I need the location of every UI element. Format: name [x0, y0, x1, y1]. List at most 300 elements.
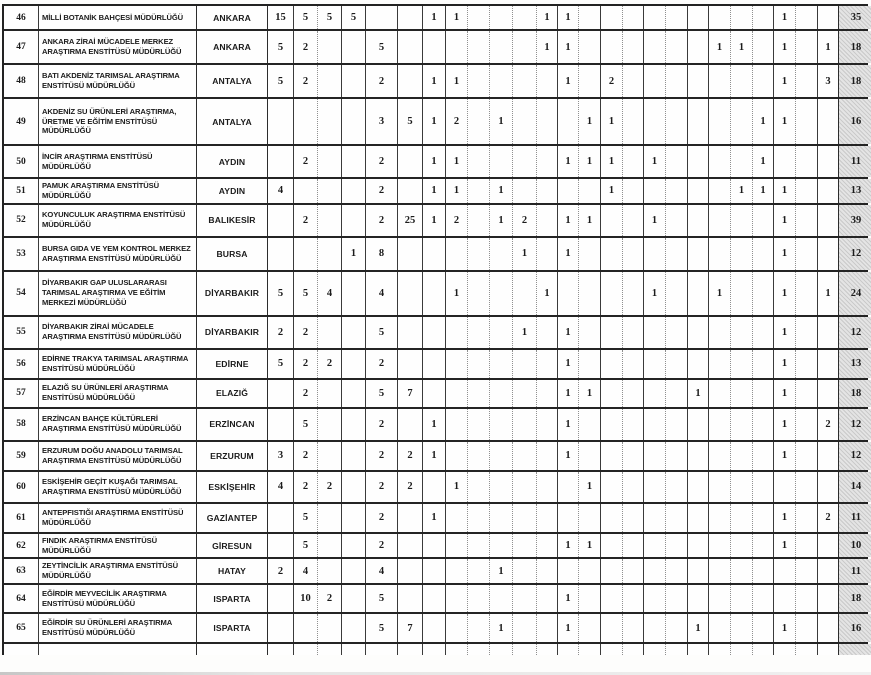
value-cell-c16: [622, 559, 643, 583]
value-cell-c15: [600, 472, 622, 502]
partial-bottom-row: [4, 644, 866, 655]
value-cell-c16: [622, 31, 643, 63]
value-cell-c17: [643, 472, 665, 502]
row-number: 62: [16, 540, 26, 551]
value-cell-c5: 2: [365, 534, 397, 558]
table-row: [4, 614, 866, 644]
value-cell-c1: 15: [267, 6, 293, 29]
value-cell-c12: [536, 350, 557, 378]
value-cell-c23: 1: [773, 179, 795, 203]
value-cell-c3: [317, 380, 341, 407]
value-cell-c7: 1: [422, 146, 445, 177]
value-cell-c24: [795, 442, 817, 470]
row-total: 12: [838, 238, 871, 270]
value-cell-c16: [622, 380, 643, 407]
value-cell-c25: [817, 146, 838, 177]
value-cell-c19: [687, 6, 708, 29]
value-cell-c12: 1: [536, 31, 557, 63]
value-cell-c23: 1: [773, 65, 795, 97]
value-cell-c8: 1: [445, 146, 467, 177]
value-cell-c12: [536, 205, 557, 236]
value-cell-c6: [397, 534, 422, 558]
value-cell-c1: [267, 380, 293, 407]
value-cell-c16: [622, 146, 643, 177]
value-cell-c10: [489, 272, 512, 315]
value-cell-c15: 1: [600, 146, 622, 177]
value-cell-c11: 1: [512, 238, 536, 270]
value-cell-c5: 5: [365, 614, 397, 642]
value-cell-c5: 2: [365, 65, 397, 97]
value-cell-c5: [365, 6, 397, 29]
value-cell-c25: [817, 99, 838, 144]
value-cell-c16: [622, 179, 643, 203]
value-cell-c8: [445, 31, 467, 63]
value-cell-c1: 2: [267, 317, 293, 348]
row-number: 48: [16, 76, 26, 86]
value-cell-c17: [643, 99, 665, 144]
value-cell-c21: [730, 504, 752, 532]
value-cell-c2: 5: [293, 272, 317, 315]
value-cell-c22: [752, 644, 773, 655]
value-cell-c14: [578, 179, 600, 203]
value-cell-c5: 4: [365, 559, 397, 583]
value-cell-c16: [622, 409, 643, 440]
value-cell-c15: 1: [600, 99, 622, 144]
value-cell-c19: [687, 31, 708, 63]
table-row: [4, 380, 866, 409]
row-number: 58: [16, 419, 26, 430]
value-cell-c18: [665, 146, 687, 177]
value-cell-c9: [467, 504, 489, 532]
value-cell-c19: 1: [687, 380, 708, 407]
value-cell-c11: [512, 644, 536, 655]
value-cell-c22: [752, 205, 773, 236]
value-cell-c9: [467, 409, 489, 440]
value-cell-c7: [422, 559, 445, 583]
value-cell-c6: [397, 65, 422, 97]
value-cell-c24: [795, 65, 817, 97]
institution-name: MİLLİ BOTANİK BAHÇESİ MÜDÜRLÜĞÜ: [38, 6, 196, 29]
table-row: [4, 317, 866, 350]
value-cell-c1: [267, 504, 293, 532]
value-cell-c12: [536, 472, 557, 502]
row-total: 35: [838, 6, 871, 29]
value-cell-c17: 1: [643, 272, 665, 315]
row-total: 10: [838, 534, 871, 558]
value-cell-c10: [489, 644, 512, 655]
value-cell-c9: [467, 31, 489, 63]
value-cell-c11: [512, 99, 536, 144]
value-cell-c18: [665, 31, 687, 63]
value-cell-c16: [622, 534, 643, 558]
value-cell-c14: [578, 238, 600, 270]
value-cell-c8: [445, 504, 467, 532]
value-cell-c20: [708, 559, 730, 583]
value-cell-c4: [341, 179, 365, 203]
value-cell-c19: [687, 442, 708, 470]
value-cell-c20: [708, 65, 730, 97]
value-cell-c5: 2: [365, 472, 397, 502]
row-total: [838, 644, 871, 655]
value-cell-c2: [293, 179, 317, 203]
value-cell-c4: [341, 65, 365, 97]
value-cell-c11: [512, 179, 536, 203]
value-cell-c24: [795, 534, 817, 558]
value-cell-c21: [730, 205, 752, 236]
value-cell-c12: [536, 644, 557, 655]
value-cell-c20: [708, 442, 730, 470]
value-cell-c20: [708, 644, 730, 655]
value-cell-c24: [795, 99, 817, 144]
value-cell-c8: [445, 585, 467, 612]
value-cell-c17: [643, 179, 665, 203]
value-cell-c13: 1: [557, 350, 578, 378]
value-cell-c21: [730, 472, 752, 502]
row-number: 64: [16, 593, 26, 604]
value-cell-c25: [817, 472, 838, 502]
value-cell-c12: [536, 585, 557, 612]
value-cell-c9: [467, 559, 489, 583]
value-cell-c7: 1: [422, 504, 445, 532]
value-cell-c15: [600, 272, 622, 315]
value-cell-c3: 2: [317, 585, 341, 612]
value-cell-c20: [708, 614, 730, 642]
table-row: [4, 350, 866, 380]
value-cell-c7: 1: [422, 205, 445, 236]
value-cell-c7: 1: [422, 65, 445, 97]
value-cell-c4: [341, 534, 365, 558]
value-cell-c13: [557, 99, 578, 144]
value-cell-c20: [708, 380, 730, 407]
value-cell-c8: 1: [445, 472, 467, 502]
value-cell-c6: 2: [397, 442, 422, 470]
value-cell-c11: [512, 559, 536, 583]
value-cell-c16: [622, 238, 643, 270]
city-name: BALIKESİR: [196, 205, 267, 236]
value-cell-c6: 2: [397, 472, 422, 502]
value-cell-c10: [489, 534, 512, 558]
row-number: [4, 644, 38, 655]
value-cell-c23: 1: [773, 534, 795, 558]
value-cell-c19: 1: [687, 614, 708, 642]
row-number: 65: [16, 623, 26, 634]
value-cell-c15: [600, 6, 622, 29]
value-cell-c2: 5: [293, 6, 317, 29]
value-cell-c1: 5: [267, 272, 293, 315]
value-cell-c16: [622, 99, 643, 144]
value-cell-c14: [578, 272, 600, 315]
value-cell-c18: [665, 442, 687, 470]
city-name: [196, 644, 267, 655]
value-cell-c24: [795, 238, 817, 270]
value-cell-c25: [817, 238, 838, 270]
value-cell-c3: [317, 534, 341, 558]
value-cell-c3: [317, 409, 341, 440]
value-cell-c14: [578, 644, 600, 655]
value-cell-c2: 4: [293, 559, 317, 583]
value-cell-c6: [397, 6, 422, 29]
value-cell-c7: [422, 380, 445, 407]
value-cell-c18: [665, 272, 687, 315]
value-cell-c1: 4: [267, 179, 293, 203]
value-cell-c15: [600, 350, 622, 378]
value-cell-c7: [422, 31, 445, 63]
value-cell-c19: [687, 504, 708, 532]
institution-name: BURSA GIDA VE YEM KONTROL MERKEZ ARAŞTIRMA ENSTİTÜSÜ MÜDÜRLÜĞÜ: [38, 238, 196, 270]
value-cell-c6: [397, 31, 422, 63]
value-cell-c3: [317, 65, 341, 97]
value-cell-c2: 5: [293, 409, 317, 440]
value-cell-c21: [730, 99, 752, 144]
value-cell-c4: [341, 272, 365, 315]
value-cell-c11: 2: [512, 205, 536, 236]
value-cell-c8: 1: [445, 6, 467, 29]
city-name: ISPARTA: [196, 585, 267, 612]
value-cell-c21: [730, 614, 752, 642]
value-cell-c1: [267, 585, 293, 612]
value-cell-c18: [665, 472, 687, 502]
city-name: DİYARBAKIR: [196, 272, 267, 315]
value-cell-c7: [422, 238, 445, 270]
value-cell-c4: [341, 559, 365, 583]
value-cell-c25: [817, 614, 838, 642]
value-cell-c5: 2: [365, 179, 397, 203]
value-cell-c23: [773, 472, 795, 502]
value-cell-c23: 1: [773, 442, 795, 470]
value-cell-c21: [730, 585, 752, 612]
value-cell-c8: 2: [445, 99, 467, 144]
value-cell-c13: [557, 272, 578, 315]
value-cell-c21: [730, 534, 752, 558]
value-cell-c4: 5: [341, 6, 365, 29]
value-cell-c9: [467, 205, 489, 236]
value-cell-c17: [643, 614, 665, 642]
value-cell-c8: [445, 409, 467, 440]
value-cell-c19: [687, 644, 708, 655]
row-total: 11: [838, 559, 871, 583]
row-total: 18: [838, 585, 871, 612]
value-cell-c19: [687, 559, 708, 583]
value-cell-c22: [752, 272, 773, 315]
value-cell-c3: [317, 504, 341, 532]
value-cell-c24: [795, 409, 817, 440]
value-cell-c15: [600, 380, 622, 407]
value-cell-c22: [752, 559, 773, 583]
value-cell-c2: 2: [293, 380, 317, 407]
value-cell-c17: [643, 65, 665, 97]
value-cell-c18: [665, 409, 687, 440]
row-number: 53: [16, 248, 26, 259]
value-cell-c18: [665, 6, 687, 29]
value-cell-c1: 5: [267, 31, 293, 63]
table-row: [4, 205, 866, 238]
value-cell-c14: [578, 409, 600, 440]
value-cell-c3: [317, 146, 341, 177]
table-row: [4, 442, 866, 472]
row-total: 11: [838, 504, 871, 532]
value-cell-c9: [467, 146, 489, 177]
value-cell-c20: [708, 504, 730, 532]
value-cell-c18: [665, 534, 687, 558]
value-cell-c7: [422, 350, 445, 378]
value-cell-c18: [665, 317, 687, 348]
value-cell-c8: 2: [445, 205, 467, 236]
value-cell-c11: [512, 65, 536, 97]
value-cell-c20: 1: [708, 31, 730, 63]
value-cell-c22: 1: [752, 99, 773, 144]
value-cell-c20: [708, 350, 730, 378]
value-cell-c25: [817, 585, 838, 612]
row-total: 16: [838, 99, 871, 144]
value-cell-c2: [293, 99, 317, 144]
value-cell-c23: [773, 559, 795, 583]
institution-name: EĞİRDİR MEYVECİLİK ARAŞTIRMA ENSTİTÜSÜ MÜDÜRLÜĞÜ: [38, 585, 196, 612]
value-cell-c10: [489, 585, 512, 612]
value-cell-c13: 1: [557, 205, 578, 236]
value-cell-c12: [536, 559, 557, 583]
institution-name: ERZURUM DOĞU ANADOLU TARIMSAL ARAŞTIRMA ENSTİTÜSÜ MÜDÜRLÜĞÜ: [38, 442, 196, 470]
value-cell-c8: [445, 559, 467, 583]
value-cell-c7: 1: [422, 179, 445, 203]
row-total: 12: [838, 442, 871, 470]
value-cell-c23: 1: [773, 504, 795, 532]
value-cell-c17: 1: [643, 205, 665, 236]
value-cell-c4: [341, 472, 365, 502]
value-cell-c4: [341, 31, 365, 63]
value-cell-c18: [665, 504, 687, 532]
row-number: 56: [16, 358, 26, 369]
value-cell-c11: [512, 31, 536, 63]
value-cell-c3: [317, 614, 341, 642]
value-cell-c20: [708, 6, 730, 29]
value-cell-c12: [536, 380, 557, 407]
value-cell-c17: [643, 380, 665, 407]
value-cell-c13: [557, 644, 578, 655]
value-cell-c21: [730, 409, 752, 440]
value-cell-c25: 2: [817, 409, 838, 440]
value-cell-c7: 1: [422, 6, 445, 29]
value-cell-c25: 2: [817, 504, 838, 532]
value-cell-c22: [752, 442, 773, 470]
value-cell-c5: 2: [365, 504, 397, 532]
value-cell-c4: [341, 146, 365, 177]
table-row: [4, 238, 866, 272]
value-cell-c18: [665, 179, 687, 203]
value-cell-c3: [317, 179, 341, 203]
value-cell-c18: [665, 585, 687, 612]
row-total: 18: [838, 380, 871, 407]
value-cell-c25: [817, 6, 838, 29]
city-name: DİYARBAKIR: [196, 317, 267, 348]
value-cell-c9: [467, 272, 489, 315]
value-cell-c22: [752, 409, 773, 440]
table-row: [4, 504, 866, 534]
value-cell-c3: 4: [317, 272, 341, 315]
value-cell-c3: [317, 644, 341, 655]
value-cell-c21: [730, 146, 752, 177]
value-cell-c3: [317, 205, 341, 236]
institution-name: PAMUK ARAŞTIRMA ENSTİTÜSÜ MÜDÜRLÜĞÜ: [38, 179, 196, 203]
city-name: AYDIN: [196, 179, 267, 203]
value-cell-c24: [795, 559, 817, 583]
value-cell-c7: [422, 644, 445, 655]
value-cell-c15: 1: [600, 179, 622, 203]
value-cell-c25: [817, 350, 838, 378]
value-cell-c5: 8: [365, 238, 397, 270]
value-cell-c20: [708, 472, 730, 502]
value-cell-c4: [341, 614, 365, 642]
value-cell-c8: 1: [445, 272, 467, 315]
value-cell-c6: 5: [397, 99, 422, 144]
value-cell-c23: 1: [773, 238, 795, 270]
value-cell-c7: [422, 585, 445, 612]
value-cell-c11: [512, 534, 536, 558]
value-cell-c5: 2: [365, 442, 397, 470]
value-cell-c4: [341, 409, 365, 440]
value-cell-c7: [422, 472, 445, 502]
value-cell-c25: 1: [817, 31, 838, 63]
value-cell-c1: 3: [267, 442, 293, 470]
value-cell-c6: [397, 146, 422, 177]
value-cell-c12: [536, 504, 557, 532]
value-cell-c20: [708, 146, 730, 177]
value-cell-c19: [687, 350, 708, 378]
value-cell-c2: 2: [293, 317, 317, 348]
value-cell-c16: [622, 644, 643, 655]
value-cell-c9: [467, 317, 489, 348]
value-cell-c20: [708, 317, 730, 348]
institution-name: ERZİNCAN BAHÇE KÜLTÜRLERİ ARAŞTIRMA ENSTİTÜSÜ MÜDÜRLÜĞÜ: [38, 409, 196, 440]
row-total: 11: [838, 146, 871, 177]
value-cell-c24: [795, 350, 817, 378]
value-cell-c3: [317, 442, 341, 470]
value-cell-c14: 1: [578, 146, 600, 177]
value-cell-c25: [817, 442, 838, 470]
value-cell-c6: [397, 238, 422, 270]
value-cell-c13: [557, 504, 578, 532]
value-cell-c4: [341, 442, 365, 470]
value-cell-c13: 1: [557, 614, 578, 642]
value-cell-c14: [578, 6, 600, 29]
row-number: 49: [16, 116, 26, 127]
value-cell-c13: 1: [557, 31, 578, 63]
institution-name: ZEYTİNCİLİK ARAŞTIRMA ENSTİTÜSÜ MÜDÜRLÜĞÜ: [38, 559, 196, 583]
value-cell-c1: [267, 146, 293, 177]
value-cell-c25: 1: [817, 272, 838, 315]
value-cell-c2: 5: [293, 504, 317, 532]
city-name: ISPARTA: [196, 614, 267, 642]
value-cell-c14: 1: [578, 99, 600, 144]
value-cell-c1: [267, 238, 293, 270]
value-cell-c7: [422, 534, 445, 558]
value-cell-c15: [600, 409, 622, 440]
value-cell-c3: [317, 559, 341, 583]
city-name: ESKİŞEHİR: [196, 472, 267, 502]
value-cell-c4: [341, 644, 365, 655]
value-cell-c24: [795, 31, 817, 63]
table-row: [4, 65, 866, 99]
value-cell-c7: [422, 272, 445, 315]
value-cell-c8: [445, 238, 467, 270]
value-cell-c22: [752, 31, 773, 63]
value-cell-c5: 5: [365, 317, 397, 348]
value-cell-c23: 1: [773, 6, 795, 29]
institution-name: FINDIK ARAŞTIRMA ENSTİTÜSÜ MÜDÜRLÜĞÜ: [38, 534, 196, 558]
value-cell-c15: [600, 534, 622, 558]
value-cell-c3: [317, 238, 341, 270]
value-cell-c11: [512, 409, 536, 440]
row-number: 60: [16, 481, 26, 492]
